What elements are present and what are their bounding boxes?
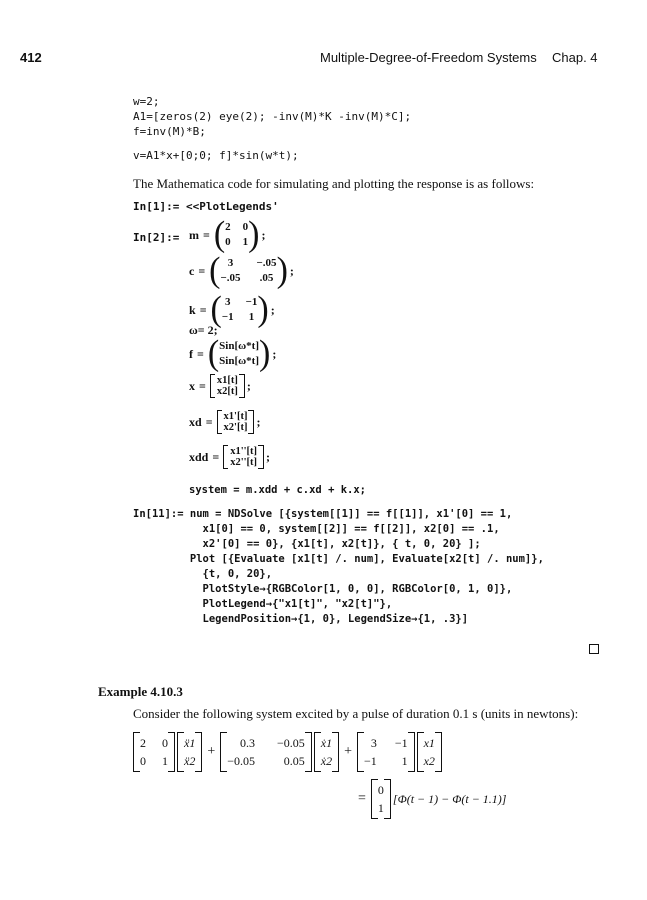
code-line: x1[0] == 0, system[[2]] == f[[2]], x2[0] == .1, bbox=[133, 523, 500, 535]
vector-entry: x2''[t] bbox=[230, 457, 258, 468]
xd-assignment: xd = x1'[t] x2'[t] ; bbox=[189, 411, 261, 433]
vector-entry: x1[t] bbox=[216, 375, 238, 386]
vector-entry: ẋ1 bbox=[320, 736, 333, 750]
matrix-entry: 2 bbox=[225, 221, 231, 233]
equation-of-motion bbox=[133, 732, 442, 772]
mathematica-input-2-prompt: In[2]:= bbox=[133, 231, 180, 244]
plus-sign: + bbox=[344, 744, 353, 759]
code-line: In[11]:= num = NDSolve [{system[[1]] == f[[1]], x1'[0] == 1, bbox=[133, 508, 513, 520]
m-matrix: ( 2 0 0 1 ) bbox=[213, 215, 260, 254]
matrix-entry: 0.05 bbox=[283, 754, 305, 768]
example-statement: Consider the following system excited by a pulse of duration 0.1 s (units in newtons): bbox=[133, 706, 579, 721]
matrix-entry: 0 bbox=[242, 221, 249, 233]
matrix-entry: 0 bbox=[140, 754, 146, 768]
matrix-entry: 1 bbox=[162, 754, 168, 768]
f-assignment: f = ( Sin[ω*t] Sin[ω*t] ) ; bbox=[189, 334, 277, 373]
force-vector bbox=[371, 779, 391, 819]
m-symbol: m bbox=[189, 227, 199, 242]
chapter-label: Chap. 4 bbox=[552, 50, 598, 65]
vector-entry: 0 bbox=[377, 783, 384, 797]
xd-symbol: xd bbox=[189, 414, 202, 429]
m-assignment: m = ( 2 0 0 1 ) ; bbox=[189, 215, 266, 254]
end-of-example-box bbox=[589, 644, 599, 654]
matrix-entry: 0.3 bbox=[240, 736, 256, 750]
matrix-entry: 1 bbox=[242, 236, 249, 248]
matrix-entry: 0 bbox=[162, 736, 168, 750]
k-assignment: k = ( 3 −1 −1 1 ) ; bbox=[189, 290, 275, 329]
intro-paragraph: The Mathematica code for simulating and plotting the response is as follows: bbox=[133, 176, 535, 191]
vector-entry: x1''[t] bbox=[230, 446, 258, 457]
matrix-entry: −1 bbox=[245, 296, 258, 308]
stiffness-matrix bbox=[357, 732, 415, 772]
xdd-symbol: xdd bbox=[189, 449, 209, 464]
mass-matrix bbox=[133, 732, 175, 772]
matrix-entry: −0.05 bbox=[227, 754, 256, 768]
matrix-entry: −1 bbox=[221, 311, 234, 323]
code-line: A1=[zeros(2) eye(2); -inv(M)*K -inv(M)*C]; bbox=[133, 110, 412, 123]
code-line: Plot [{Evaluate [x1[t] /. num], Evaluate[x2[t] /. num]}, bbox=[133, 553, 544, 565]
xdd-assignment: xdd = x1''[t] x2''[t] ; bbox=[189, 446, 271, 468]
f-vector: ( Sin[ω*t] Sin[ω*t] ) bbox=[207, 334, 271, 373]
x-symbol: x bbox=[189, 378, 195, 393]
matrix-entry: .05 bbox=[259, 272, 274, 284]
k-matrix: ( 3 −1 −1 1 ) bbox=[210, 290, 269, 329]
system-definition: system = m.xdd + c.xd + k.x; bbox=[189, 484, 367, 496]
matrix-entry: −.05 bbox=[256, 257, 277, 269]
omega-assignment: ω= 2; bbox=[189, 323, 218, 337]
equals-sign: = bbox=[358, 791, 366, 806]
f-symbol: f bbox=[189, 346, 193, 361]
code-line: f=inv(M)*B; bbox=[133, 125, 206, 138]
forcing-term bbox=[358, 779, 506, 819]
xd-vector bbox=[217, 410, 255, 434]
code-line: PlotLegend→{"x1[t]", "x2[t]"}, bbox=[133, 598, 393, 610]
mathematica-input-1: In[1]:= <<PlotLegends' bbox=[133, 200, 279, 213]
matrix-entry: 1 bbox=[401, 754, 408, 768]
vector-entry: ẋ2 bbox=[320, 754, 333, 768]
c-assignment: c = ( 3 −.05 −.05 .05 ) ; bbox=[189, 251, 294, 290]
vector-entry: 1 bbox=[377, 801, 384, 815]
x-assignment: x = x1[t] x2[t] ; bbox=[189, 375, 251, 397]
code-line: v=A1*x+[0;0; f]*sin(w*t); bbox=[133, 149, 299, 162]
acceleration-vector bbox=[177, 732, 202, 772]
velocity-vector bbox=[314, 732, 339, 772]
vector-entry: x2'[t] bbox=[223, 422, 248, 433]
matrix-entry: 1 bbox=[248, 311, 255, 323]
matrix-entry: 3 bbox=[225, 296, 231, 308]
vector-entry: Sin[ω*t] bbox=[219, 340, 259, 352]
c-matrix: ( 3 −.05 −.05 .05 ) bbox=[209, 251, 288, 290]
c-symbol: c bbox=[189, 263, 195, 278]
matrix-entry: −0.05 bbox=[277, 736, 305, 750]
code-line: w=2; bbox=[133, 95, 160, 108]
matrix-entry: 3 bbox=[227, 257, 234, 269]
x-vector bbox=[210, 374, 245, 398]
code-line: x2'[0] == 0}, {x1[t], x2[t]}, { t, 0, 20} ]; bbox=[133, 538, 481, 550]
position-vector bbox=[417, 732, 442, 772]
plus-sign: + bbox=[207, 744, 216, 759]
vector-entry: x2 bbox=[423, 754, 435, 768]
vector-entry: ẍ1 bbox=[184, 736, 196, 750]
matrix-entry: −1 bbox=[364, 754, 377, 768]
vector-entry: x1'[t] bbox=[223, 411, 248, 422]
pulse-expression: [Φ(t − 1) − Φ(t − 1.1)] bbox=[392, 791, 507, 806]
running-title: Multiple-Degree-of-Freedom Systems bbox=[320, 50, 537, 65]
vector-entry: x1 bbox=[423, 736, 435, 750]
matrix-entry: 2 bbox=[140, 736, 146, 750]
k-symbol: k bbox=[189, 302, 196, 317]
xdd-vector bbox=[223, 445, 264, 469]
matrix-entry: −1 bbox=[394, 736, 408, 750]
damping-matrix bbox=[220, 732, 312, 772]
code-line: {t, 0, 20}, bbox=[133, 568, 273, 580]
example-heading: Example 4.10.3 bbox=[98, 684, 183, 699]
matrix-entry: 0 bbox=[225, 236, 231, 248]
matrix-entry: −.05 bbox=[220, 272, 241, 284]
vector-entry: x2[t] bbox=[216, 386, 238, 397]
vector-entry: Sin[ω*t] bbox=[219, 355, 259, 367]
vector-entry: ẍ2 bbox=[184, 754, 196, 768]
code-line: PlotStyle→{RGBColor[1, 0, 0], RGBColor[0, 1, 0]}, bbox=[133, 583, 513, 595]
page-number: 412 bbox=[20, 50, 42, 65]
code-line: LegendPosition→{1, 0}, LegendSize→{1, .3}] bbox=[133, 613, 469, 625]
matrix-entry: 3 bbox=[370, 736, 377, 750]
